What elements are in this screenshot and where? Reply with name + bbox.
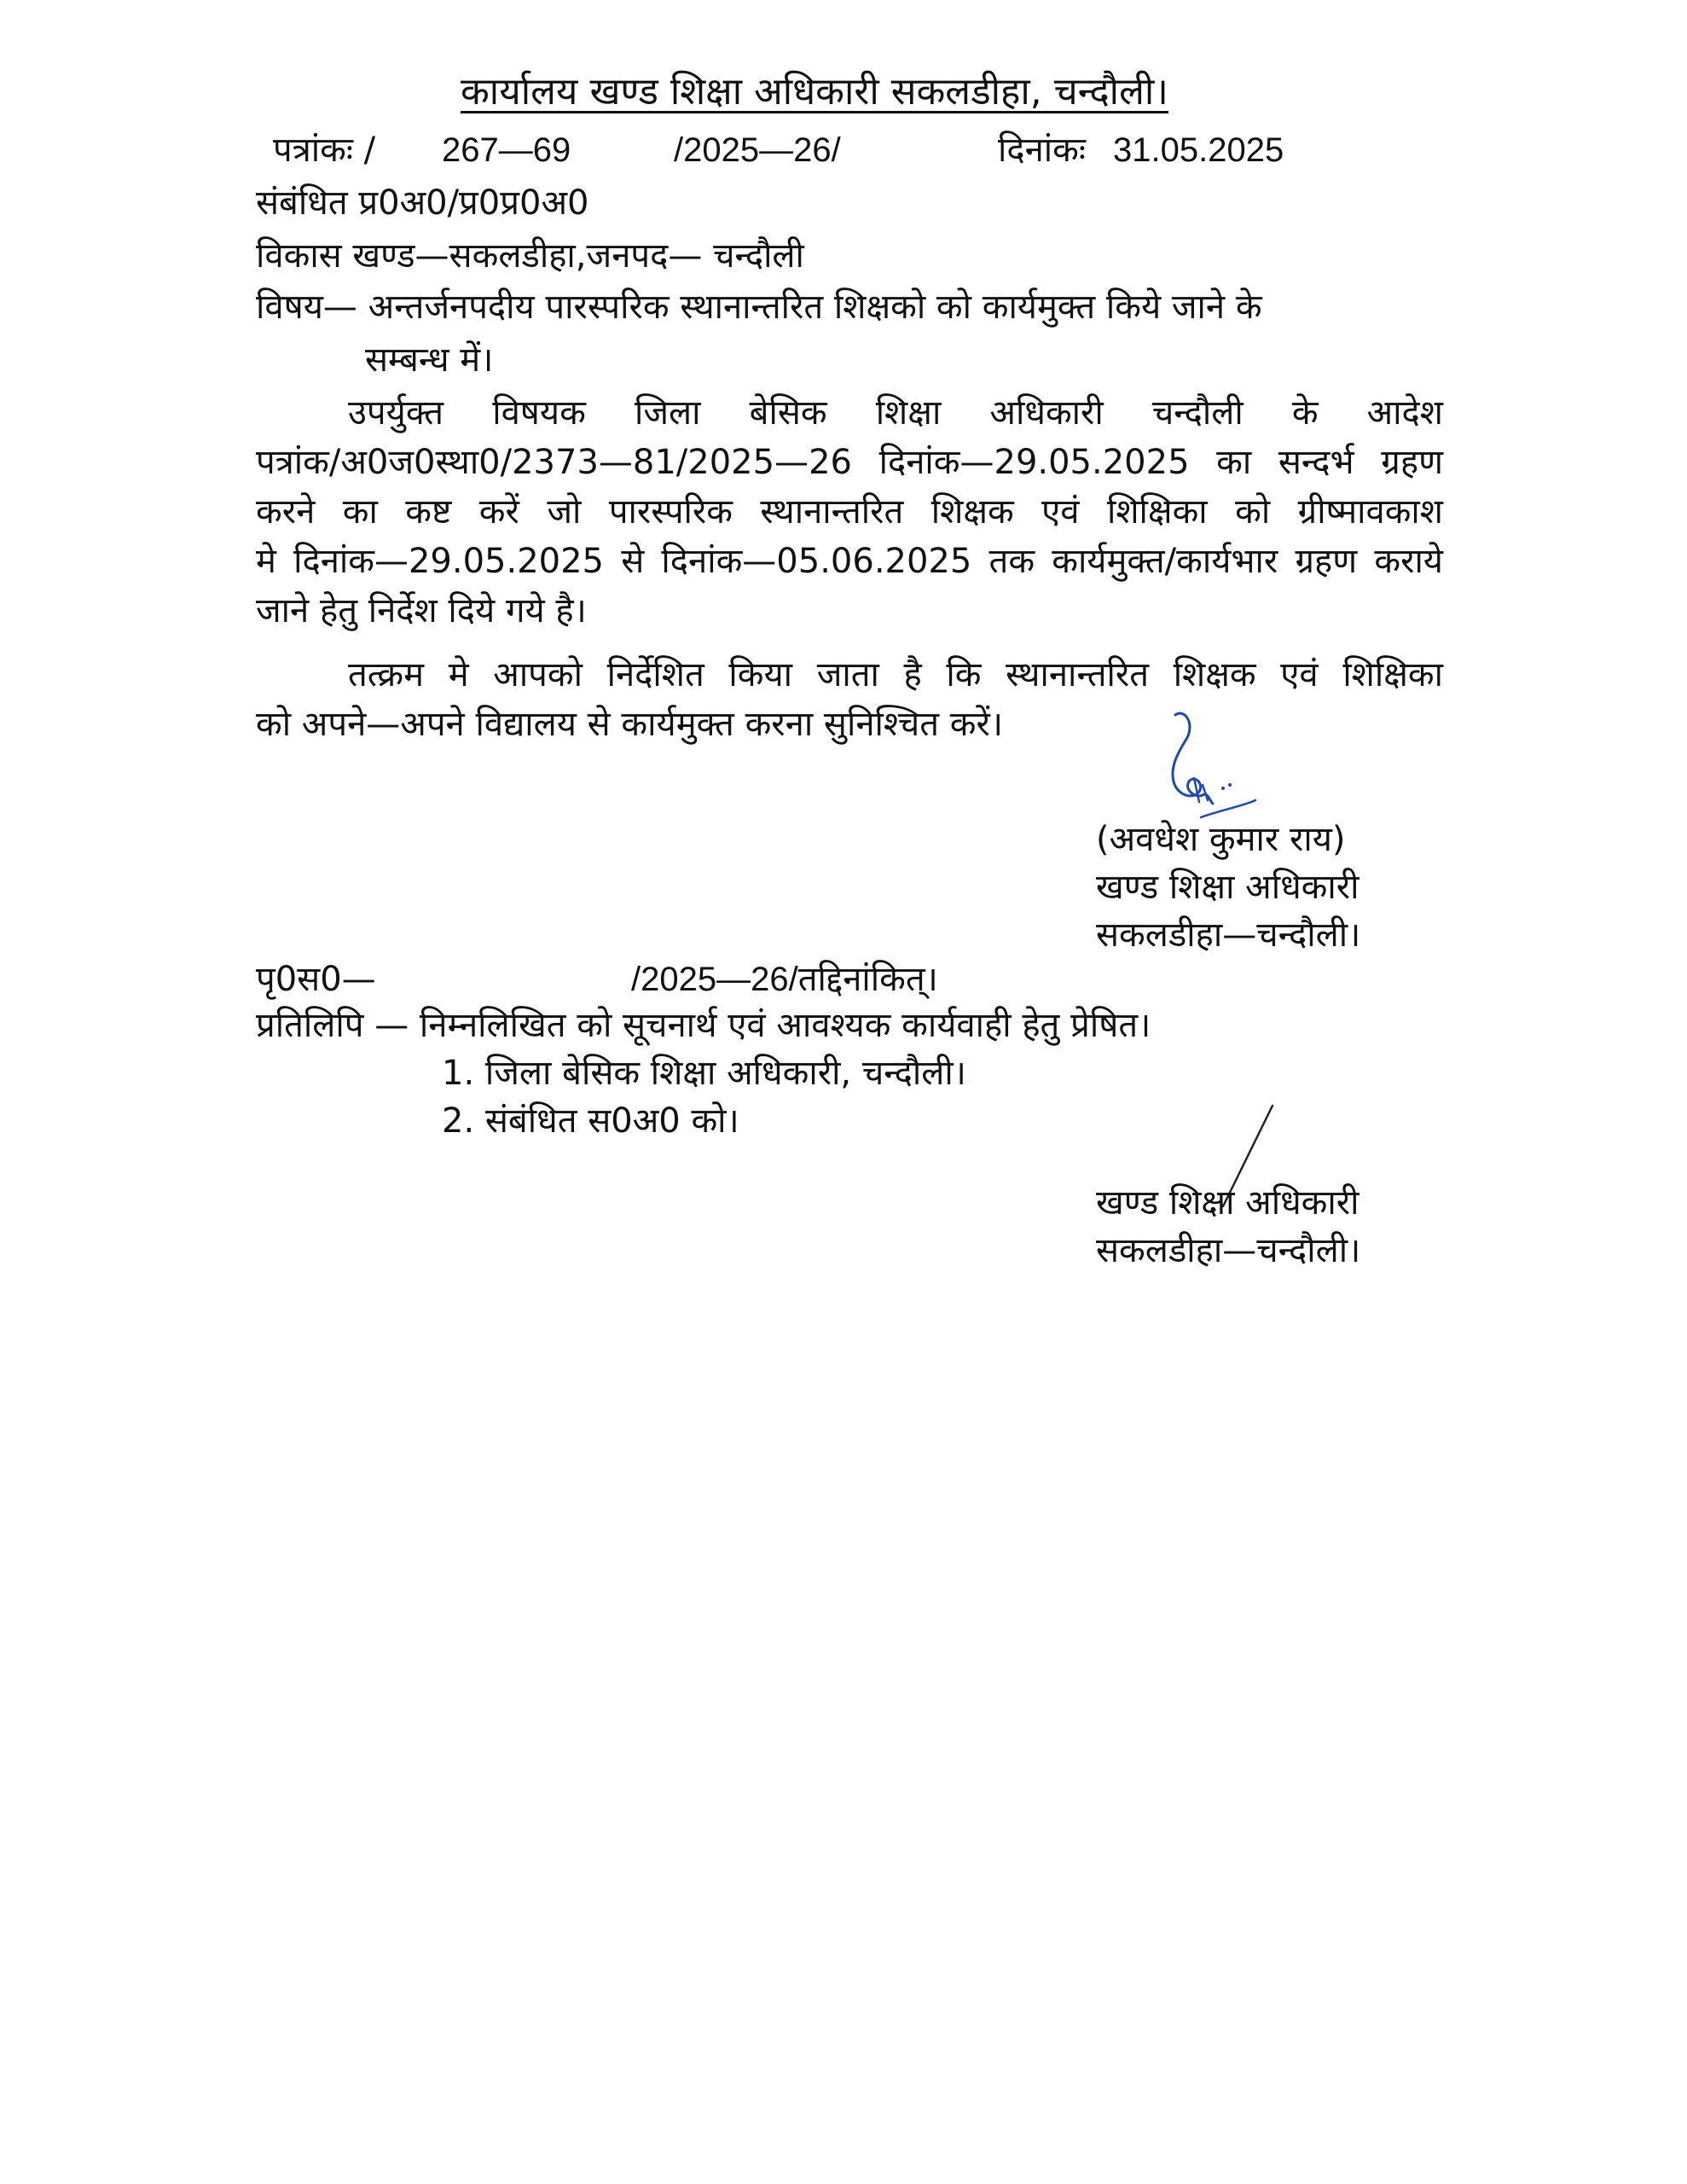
copy-ref-label: पृ0स0— xyxy=(256,960,376,999)
footer-designation: खण्ड शिक्षा अधिकारी xyxy=(1096,1183,1359,1223)
office-title: कार्यालय खण्ड शिक्षा अधिकारी सकलडीहा, चन्दौली। xyxy=(461,70,1168,113)
ref-label: पत्रांकः / xyxy=(273,131,376,170)
para1-line-5: जाने हेतु निर्देश दिये गये है। xyxy=(256,591,587,630)
subject-line-1: विषय— अन्तर्जनपदीय पारस्परिक स्थानान्तरित शिक्षको को कार्यमुक्त किये जाने के xyxy=(256,288,1262,327)
signature-mark xyxy=(1151,700,1271,836)
copy-item-2: 2. संबंधित स0अ0 को। xyxy=(442,1101,739,1141)
date-value: 31.05.2025 xyxy=(1113,131,1284,169)
subject-line-2: सम्बन्ध में। xyxy=(365,340,494,380)
para2-line-1: तत्क्रम मे आपको निर्देशित किया जाता है कि स्थानान्तरित शिक्षक एवं शिक्षिका xyxy=(348,655,1443,694)
signatory-name: (अवधेश कुमार राय) xyxy=(1096,820,1346,859)
para1-line-3: करने का कष्ट करें जो पारस्परिक स्थानान्तरित शिक्षक एवं शिक्षिका को ग्रीष्मावकाश xyxy=(256,492,1443,531)
para1-line-1: उपर्युक्त विषयक जिला बेसिक शिक्षा अधिकारी चन्दौली के आदेश xyxy=(348,393,1443,433)
ref-session: /2025—26/ xyxy=(674,131,841,169)
footer-place: सकलडीहा—चन्दौली। xyxy=(1096,1231,1361,1270)
signatory-place: सकलडीहा—चन्दौली। xyxy=(1096,915,1361,955)
signatory-designation: खण्ड शिक्षा अधिकारी xyxy=(1096,868,1359,907)
ref-number: 267—69 xyxy=(442,131,571,169)
addressee-line-1: संबंधित प्र0अ0/प्र0प्र0अ0 xyxy=(256,183,589,223)
addressee-line-2: विकास खण्ड—सकलडीहा,जनपद— चन्दौली xyxy=(256,236,804,276)
copy-intro: प्रतिलिपि — निम्नलिखित को सूचनार्थ एवं आवश्यक कार्यवाही हेतु प्रेषित। xyxy=(256,1006,1151,1045)
para2-line-2: को अपने—अपने विद्यालय से कार्यमुक्त करना सुनिश्चित करें। xyxy=(256,705,1004,744)
para1-line-2: पत्रांक/अ0ज0स्था0/2373—81/2025—26 दिनांक—29.05.2025 का सन्दर्भ ग्रहण xyxy=(256,443,1443,482)
copy-ref-session: /2025—26/तद्दिनांकित्। xyxy=(631,961,938,998)
para1-line-4: मे दिनांक—29.05.2025 से दिनांक—05.06.2025 तक कार्यमुक्त/कार्यभार ग्रहण कराये xyxy=(256,542,1443,581)
date-label: दिनांकः xyxy=(998,131,1086,170)
copy-item-1: 1. जिला बेसिक शिक्षा अधिकारी, चन्दौली। xyxy=(442,1054,966,1093)
